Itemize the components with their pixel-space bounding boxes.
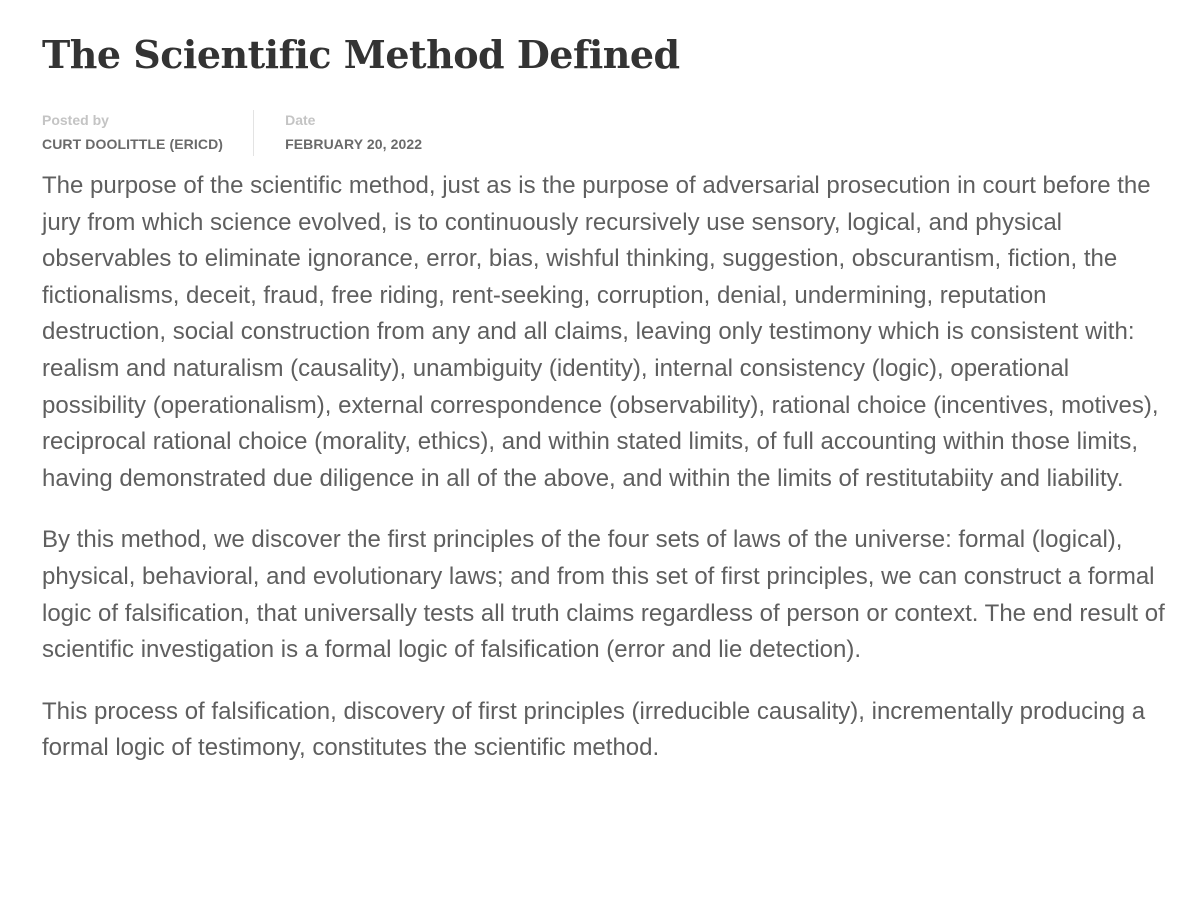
- page-title: The Scientific Method Defined: [42, 32, 680, 77]
- author-name: CURT DOOLITTLE (ERICD): [42, 136, 224, 152]
- article-body: [42, 168, 1177, 767]
- article: [42, 30, 1177, 792]
- paragraph: The purpose of the scientific method, just as is the purpose of adversarial prosecution in court before the jury from which science evolved, is to continuously recursively use sensory, logical, and physical observables to eliminate ignorance, error, bias, wishful thinking, suggestion, obscurantism, fiction, the fictionalisms, deceit, fraud, free riding, rent-seeking, corruption, denial, undermining, reputation destruction, social construction from any and all claims, leaving only testimony which is consistent with: realism and naturalism (causality), unambiguity (identity), internal consistency (logic), operational possibility (operationalism), external correspondence (observability), rational choice (incentives, motives), reciprocal rational choice (morality, ethics), and within stated limits, of full accounting within those limits, having demonstrated due diligence in all of the above, and within the limits of restitutabiity and liability.: [42, 172, 1159, 492]
- posted-by-label: Posted by: [42, 112, 109, 128]
- date-label: Date: [285, 112, 316, 128]
- post-meta: [42, 110, 1177, 156]
- date-meta: [254, 110, 422, 156]
- paragraph: This process of falsification, discovery of first principles (irreducible causality), incrementally producing a formal logic of testimony, constitutes the scientific method.: [42, 697, 1146, 762]
- paragraph: By this method, we discover the first principles of the four sets of laws of the universe: formal (logical), physical, behavioral, and evolutionary laws; and from this set of first principles, we can construct a formal logic of falsification, that universally tests all truth claims regardless of person or context. The end result of scientific investigation is a formal logic of falsification (error and lie detection).: [42, 526, 1165, 664]
- post-date: FEBRUARY 20, 2022: [285, 136, 423, 152]
- author-meta: [42, 110, 254, 156]
